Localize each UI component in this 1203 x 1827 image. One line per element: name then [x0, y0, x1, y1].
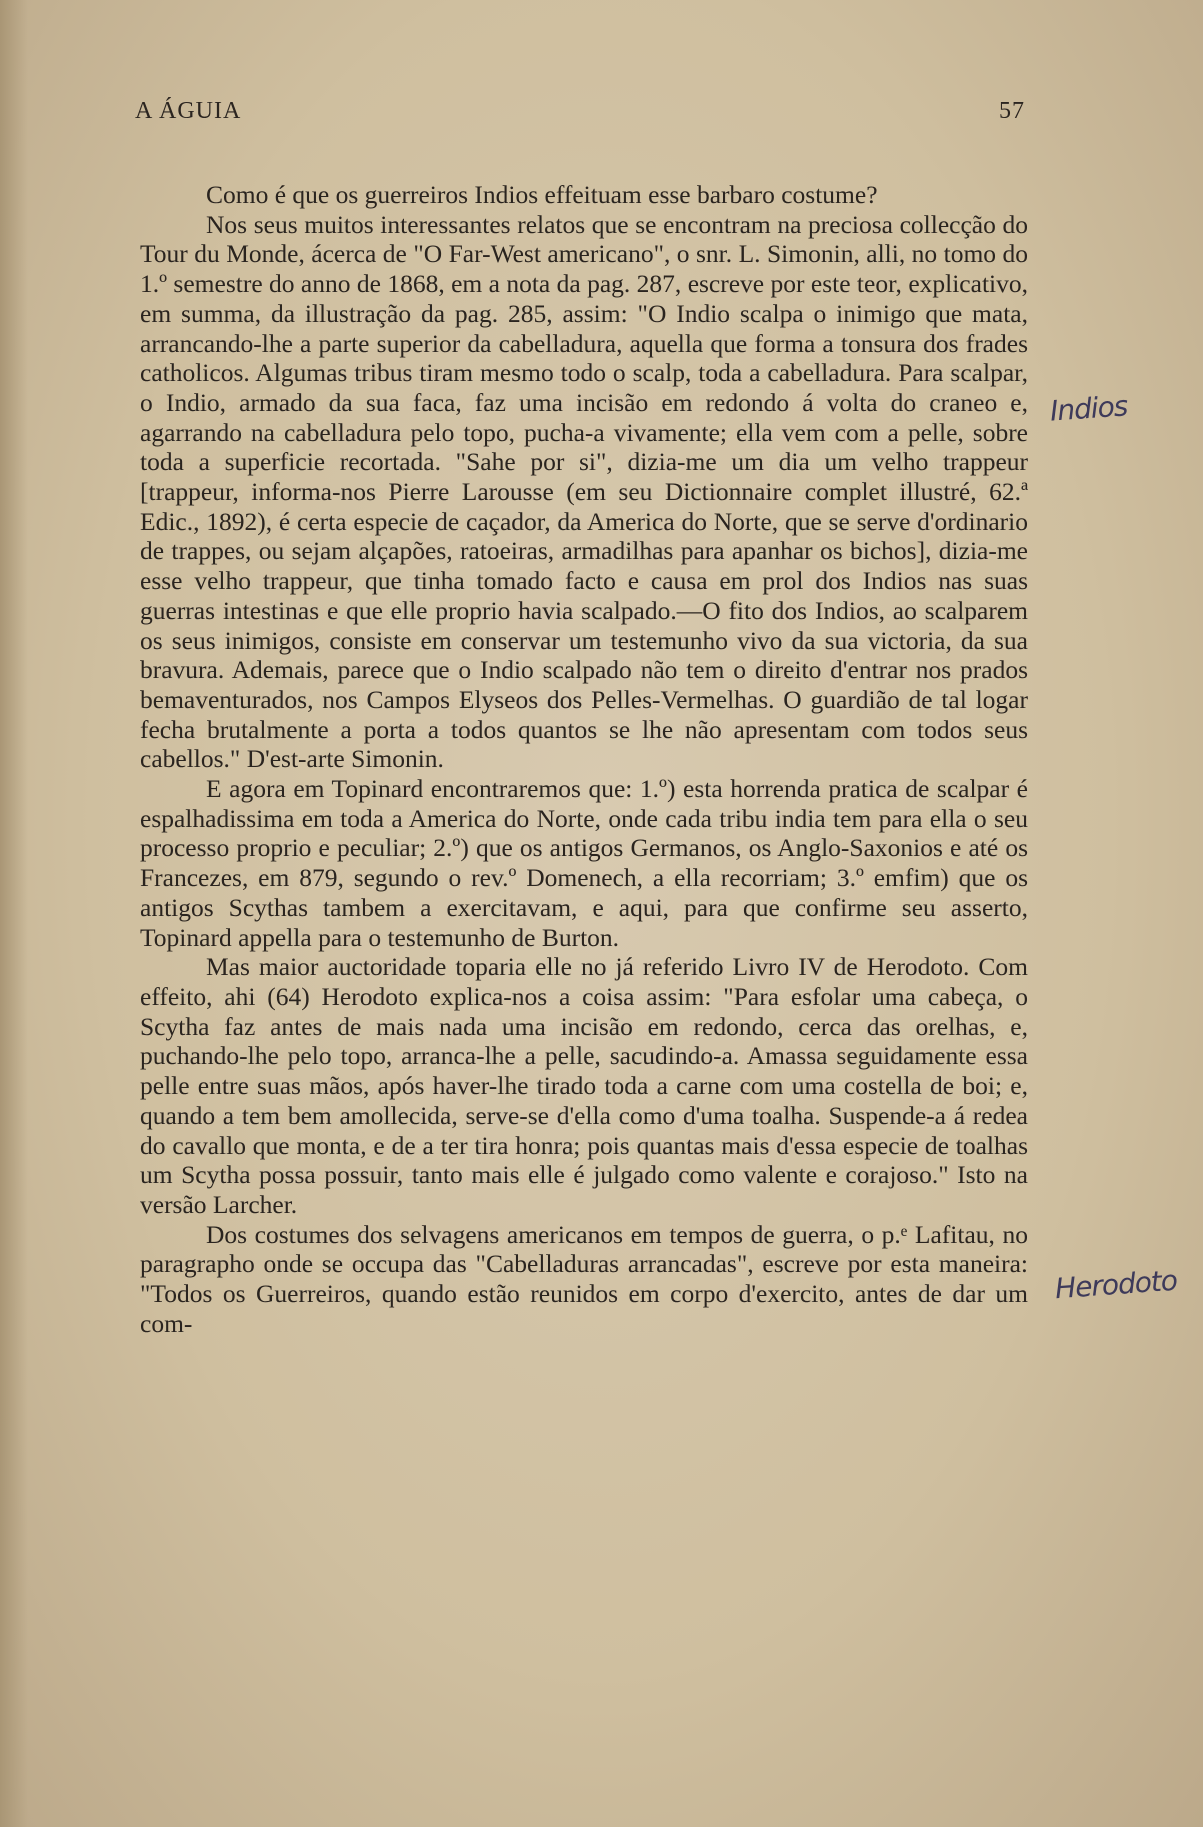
running-header	[135, 98, 1025, 138]
journal-title: A ÁGUIA	[135, 98, 242, 124]
paragraph-4: Mas maior auctoridade toparia elle no já referido Livro IV de Herodoto. Com effeito, ahi (64) Herodoto explica-nos a coisa assim: "Para esfolar uma cabeça, o Scytha faz antes de mais nada uma incisão em redondo, cerca das orelhas, e, puchando-lhe pelo topo, arranca-lhe a pelle, sacudindo-a. Amassa seguidamente essa pelle entre suas mãos, após haver-lhe tirado toda a carne com uma costella de boi; e, quando a tem bem amollecida, serve-se d'ella como d'uma toalha. Suspende-a á redea do cavallo que monta, e de a ter tira honra; pois quantas mais d'essa especie de toalhas um Scytha possa possuir, tanto mais elle é julgado como valente e corajoso." Isto na versão Larcher.	[140, 952, 1028, 1219]
page-number: 57	[999, 98, 1025, 124]
handwritten-margin-note-herodoto: Herodoto	[1053, 1263, 1178, 1306]
page-edge-shadow	[0, 0, 28, 1827]
paragraph-5: Dos costumes dos selvagens americanos em tempos de guerra, o p.ᵉ Lafitau, no paragrapho onde se occupa das "Cabelladuras arrancadas", escreve por esta maneira: "Todos os Guerreiros, quando estão reunidos em corpo d'exercito, antes de dar um com-	[140, 1219, 1028, 1338]
handwritten-margin-note-indios: Indios	[1048, 389, 1129, 428]
paragraph-3: E agora em Topinard encontraremos que: 1.º) esta horrenda pratica de scalpar é espalhadissima em toda a America do Norte, onde cada tribu india tem para ella o seu processo proprio e peculiar; 2.º) que os antigos Germanos, os Anglo-Saxonios e até os Francezes, em 879, segundo o rev.º Domenech, a ella recorriam; 3.º emfim) que os antigos Scythas tambem a exercitavam, e aqui, para que confirme seu asserto, Topinard appella para o testemunho de Burton.	[140, 774, 1028, 952]
paragraph-1: Como é que os guerreiros Indios effeituam esse barbaro costume?	[206, 180, 878, 209]
paragraph-2: Nos seus muitos interessantes relatos que se encontram na preciosa collecção do Tour du Monde, ácerca de "O Far-West americano", o snr. L. Simonin, alli, no tomo do 1.º semestre do anno de 1868, em a nota da pag. 287, escreve por este teor, explicativo, em summa, da illustração da pag. 285, assim: "O Indio scalpa o inimigo que mata, arrancando-lhe a parte superior da cabelladura, aquella que forma a tonsura dos frades catholicos. Algumas tribus tiram mesmo todo o scalp, toda a cabelladura. Para scalpar, o Indio, armado da sua faca, faz uma incisão em redondo á volta do craneo e, agarrando na cabelladura pelo topo, pucha-a vivamente; ella vem com a pelle, sobre toda a superficie recortada. "Sahe por si", dizia-me um dia um velho trappeur [trappeur, informa-nos Pierre Larousse (em seu Dictionnaire complet illustré, 62.ª Edic., 1892), é certa especie de caçador, da America do Norte, que se serve d'ordinario de trappes, ou sejam alçapões, ratoeiras, armadilhas para apanhar os bichos], dizia-me esse velho trappeur, que tinha tomado facto e causa em prol dos Indios nas suas guerras intestinas e que elle proprio havia scalpado.—O fito dos Indios, ao scalparem os seus inimigos, consiste em conservar um testemunho vivo da sua victoria, da sua bravura. Ademais, parece que o Indio scalpado não tem o direito d'entrar nos prados bemaventurados, nos Campos Elyseos dos Pelles-Vermelhas. O guardião de tal logar fecha brutalmente a porta a todos quantos se lhe não apresentam com todos seus cabellos." D'est-arte Simonin.	[140, 209, 1028, 774]
body-text	[140, 180, 1028, 1338]
